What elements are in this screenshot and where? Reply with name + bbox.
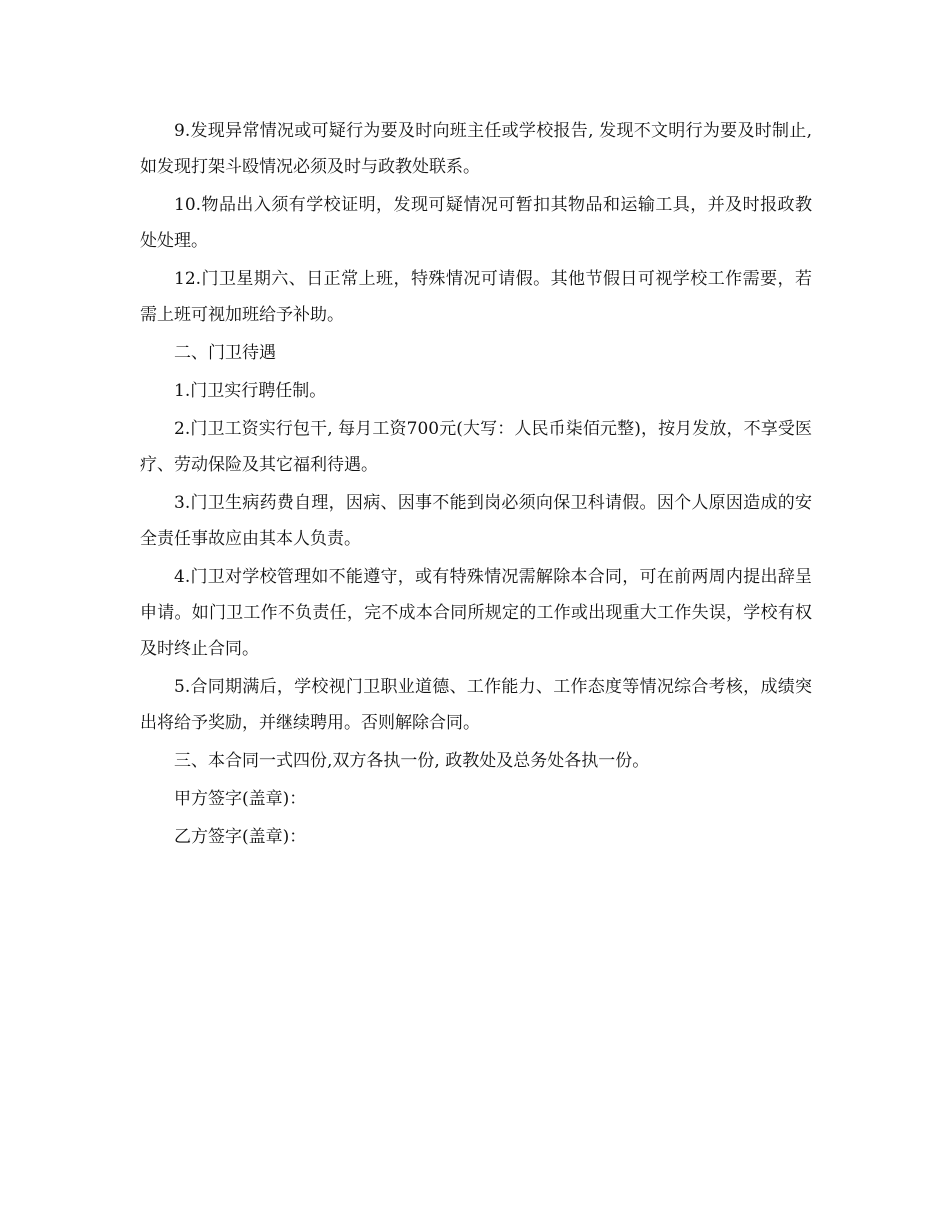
- treatment-item-2: 2.门卫工资实行包干, 每月工资700元(大写：人民币柒佰元整)，按月发放，不享受医疗、劳动保险及其它福利待遇。: [140, 419, 812, 475]
- section-heading-treatment: 二、门卫待遇: [174, 343, 276, 363]
- party-b-signature: 乙方签字(盖章)：: [174, 827, 307, 847]
- treatment-item-1: 1.门卫实行聘任制。: [174, 381, 327, 401]
- section-heading-copies: 三、本合同一式四份,双方各执一份, 政教处及总务处各执一份。: [174, 751, 650, 771]
- clause-10: 10.物品出入须有学校证明，发现可疑情况可暂扣其物品和运输工具，并及时报政教处处理。: [140, 195, 812, 251]
- document-body: [140, 113, 812, 857]
- treatment-item-3: 3.门卫生病药费自理，因病、因事不能到岗必须向保卫科请假。因个人原因造成的安全责任事故应由其本人负责。: [140, 493, 812, 549]
- treatment-item-4: 4.门卫对学校管理如不能遵守，或有特殊情况需解除本合同，可在前两周内提出辞呈申请。如门卫工作不负责任，完不成本合同所规定的工作或出现重大工作失误，学校有权及时终止合同。: [140, 567, 812, 659]
- clause-12: 12.门卫星期六、日正常上班，特殊情况可请假。其他节假日可视学校工作需要，若需上班可视加班给予补助。: [140, 269, 812, 325]
- party-a-signature: 甲方签字(盖章)：: [174, 789, 307, 809]
- clause-9: 9.发现异常情况或可疑行为要及时向班主任或学校报告, 发现不文明行为要及时制止, 如发现打架斗殴情况必须及时与政教处联系。: [140, 121, 812, 177]
- treatment-item-5: 5.合同期满后，学校视门卫职业道德、工作能力、工作态度等情况综合考核，成绩突出将给予奖励，并继续聘用。否则解除合同。: [140, 677, 812, 733]
